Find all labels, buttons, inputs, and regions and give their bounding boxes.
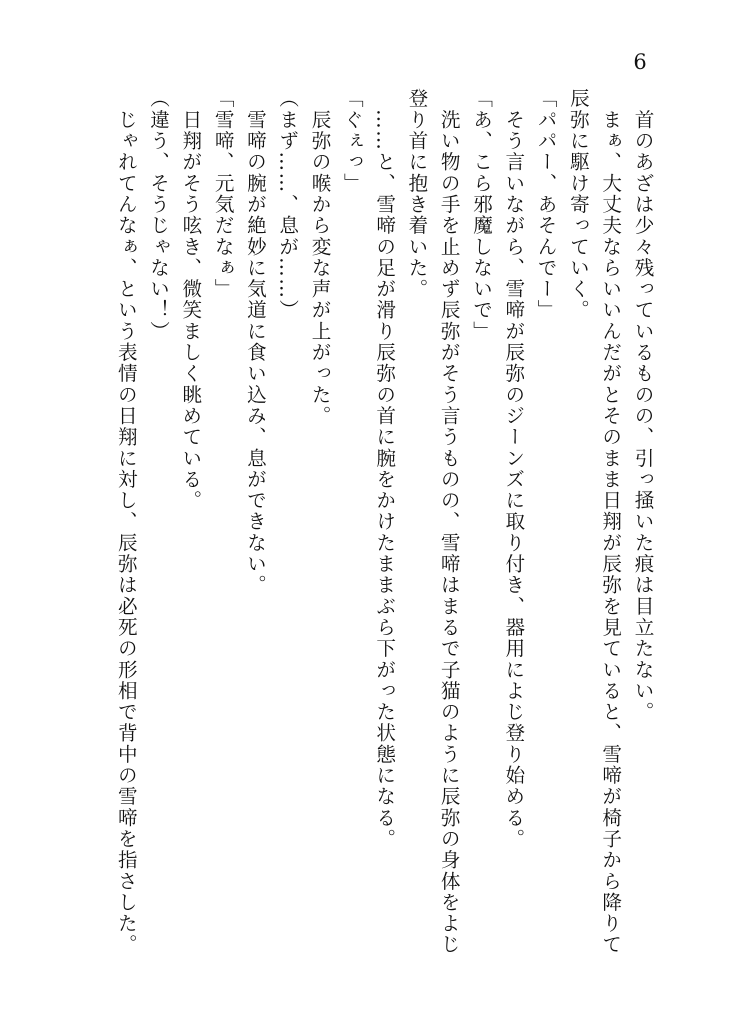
page-number: 6	[633, 50, 647, 74]
text-line: 洗い物の手を止めず辰弥がそう言うものの、雪啼はまるで子猫のように辰弥の身体をよじ	[437, 88, 461, 956]
text-line: 雪啼の腕が絶妙に気道に食い込み、息ができない。	[243, 88, 267, 596]
text-line: 辰弥に駆け寄っていく。	[566, 88, 590, 321]
text-line: 「あ、こら邪魔しないで」	[469, 88, 493, 342]
text-line: ……と、雪啼の足が滑り辰弥の首に腕をかけたままぶら下がった状態になる。	[372, 88, 396, 850]
text-line: 「雪啼、元気だなぁ」	[211, 88, 235, 300]
text-line: そう言いながら、雪啼が辰弥のジーンズに取り付き、器用によじ登り始める。	[501, 88, 525, 850]
text-line: （違う、そうじゃない！）	[146, 88, 170, 342]
text-line: （まず……、息が……）	[275, 88, 299, 321]
text-line: 「パパー、あそんでー」	[534, 88, 558, 321]
text-line: まぁ、大丈夫ならいいんだがとそのまま日翔が辰弥を見ていると、雪啼が椅子から降りて	[598, 88, 622, 956]
text-line: 日翔がそう呟き、微笑ましく眺めている。	[178, 88, 202, 511]
text-line: じゃれてんなぁ、という表情の日翔に対し、辰弥は必死の形相で背中の雪啼を指さした。	[114, 88, 138, 956]
text-line: 辰弥の喉から変な声が上がった。	[308, 88, 332, 427]
text-line: 首のあざは少々残っているものの、引っ掻いた痕は目立たない。	[631, 88, 654, 723]
text-line: 登り首に抱き着いた。	[404, 88, 428, 300]
text-line: 「ぐぇっ」	[340, 88, 364, 194]
vertical-text-body	[109, 88, 658, 978]
